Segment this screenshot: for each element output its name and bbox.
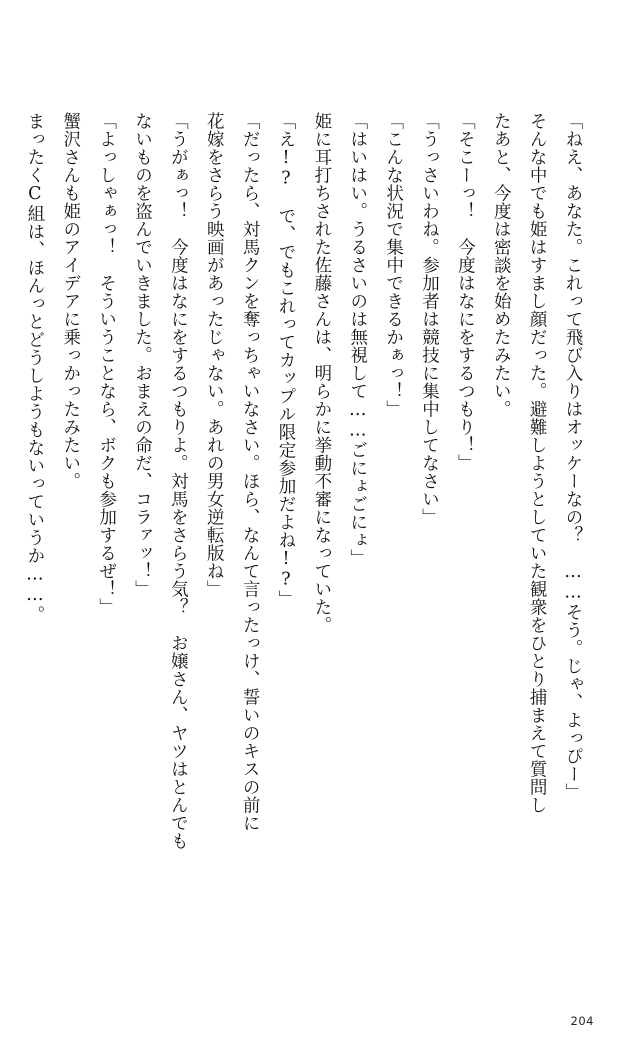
paragraph: 「こんな状況で集中できるかぁっ！」 [383,112,404,418]
paragraph: 「そこーっ！ 今度はなにをするつもり！」 [455,112,476,472]
paragraph: 「え!? で、でもこれってカップル限定参加だよね!?」 [276,112,296,608]
paragraph: 「よっしゃぁっ！ そういうことなら、ボクも参加するぜ！」 [96,112,117,616]
paragraph: 花嫁をさらう映画があったじゃない。あれの男女逆転版ね」 [204,112,225,598]
paragraph: 「はいはい。うるさいのは無視して……ごにょごにょ」 [347,112,368,567]
paragraph: そんな中でも姫はすまし顔だった。避難しようとしていた観衆をひとり捕まえて質問し [527,112,548,814]
paragraph: たあと、今度は密談を始めたみたい。 [491,112,512,418]
paragraph: 蟹沢さんも姫のアイデアに乗っかったみたい。 [60,112,81,490]
page-number: 204 [570,1014,594,1028]
paragraph: 「うがぁっ！ 今度はなにをするつもりよ。対馬をさらう気？ お嬢さん、ヤツはとんでも [168,112,189,850]
paragraph: まったくC組は、ほんっとどうしようもないっていうか……。 [24,112,45,624]
vertical-text-body [24,112,590,992]
paragraph: 「うっさいわね。参加者は競技に集中してなさい」 [419,112,440,526]
paragraph: 姫に耳打ちされた佐藤さんは、明らかに挙動不審になっていた。 [311,112,332,634]
paragraph: 「だったら、対馬クンを奪っちゃいなさい。ほら、なんて言ったっけ、誓いのキスの前に [240,112,261,832]
paragraph: 「ねえ、あなた。これって飛び入りはオッケーなの？ ……そう。じゃ、よっぴー」 [563,112,583,801]
paragraph: ないものを盗んでいきました。おまえの命だ、コラァッ！」 [132,112,153,598]
